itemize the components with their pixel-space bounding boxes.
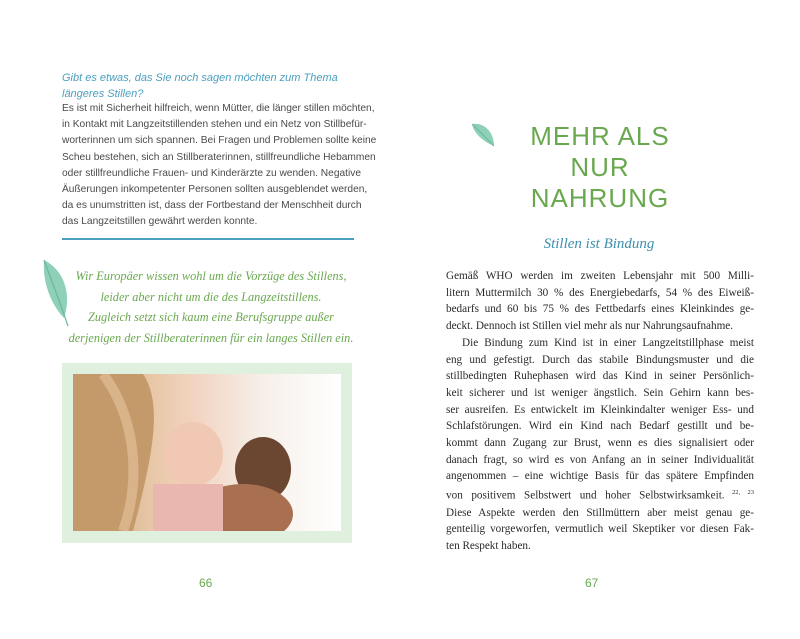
text-line: von positivem Selbstwert und hoher Selbstwirksamkeit. $^{22, 23}$ [446, 489, 754, 502]
text-line: ten Respekt haben. [446, 539, 531, 552]
title-line: MEHR ALS NUR [530, 121, 670, 182]
feather-icon [470, 120, 496, 148]
text-line: angenommen – eine wichtige Basis für das spätere Empfinden [446, 470, 754, 483]
chapter-title [500, 121, 700, 214]
text-line: Gemäß WHO werden im zweiten Lebensjahr mit 500 Milli- [446, 270, 754, 282]
text-line: bedarfs und 60 bis 75 % des Fettbedarfs eines Kleinkindes ge- [446, 303, 754, 316]
text-line: oder stillfreundliche Frauen- und Kinderärzte zu wenden. Negative [62, 167, 362, 179]
quote-line: derjenigen der Stillberaterinnen für ein langes Stillen ein. [68, 330, 354, 345]
text-line: keit sicherer und ist weniger ängstlich. Sein Gehirn kann bes- [446, 386, 754, 399]
text-line: da es unumstritten ist, dass der Fortbestand der Menschheit durch [62, 200, 362, 212]
text-line: stillbedingten Ruhephasen wird das Kind in seiner Persönlich- [446, 370, 754, 383]
text-line: Schlafstörungen. Wird ein Kind nach Bedarf gestillt und be- [446, 420, 754, 433]
text-line: litern Muttermilch 30 % des Energiebedarfs, 54 % des Eiweiß- [446, 286, 754, 299]
text-line: danach fragt, so wird es von Anfang an in seiner Individualität [446, 453, 754, 466]
interview-answer [62, 101, 377, 231]
text-line: Äußerungen inkompetenter Personen sollten ausgeblendet werden, [62, 184, 368, 196]
pull-quote [66, 266, 356, 348]
title-line: NAHRUNG [530, 183, 670, 213]
text-line: ser ausreifen. Es entwickelt im Kleinkindalter weniger Ess- und [446, 403, 754, 416]
divider [62, 238, 354, 240]
text-line: genteilig vorgeworfen, vermutlich weil Skeptiker vor diesen Fak- [446, 523, 754, 536]
footnote-reference: 22, 23 [724, 489, 754, 497]
text-line: Es ist mit Sicherheit hilfreich, wenn Mütter, die länger stillen möchten, [62, 103, 375, 114]
page-number-left: 66 [199, 576, 213, 590]
text-line: das Langzeitstillen gewährt werden konnte. [62, 216, 258, 228]
page-number-right: 67 [585, 576, 599, 590]
text-line: kommt dann Zugang zur Brust, wenn es dies signalisiert oder [446, 437, 754, 450]
quote-line: leider aber nicht um die des Langzeitstillens. [100, 289, 322, 304]
section-heading: Stillen ist Bindung [543, 236, 655, 252]
text-line: deckt. Dennoch ist Stillen viel mehr als nur Nahrungsaufnahme. [446, 320, 734, 333]
quote-line: Wir Europäer wissen wohl um die Vorzüge des Stillens, [75, 269, 347, 283]
text-line: Scheu bestehen, sich an Stillberaterinnen, stillfreundliche Hebammen [62, 151, 376, 163]
body-text [446, 268, 754, 555]
text-line: in Kontakt mit Langzeitstillenden stehen und ein Netz von Stillbefür- [62, 119, 367, 131]
text-line: eng und gefestigt. Durch das stabile Bindungsmuster und die [446, 353, 754, 366]
text-line: worterinnen um sich spannen. Bei Fragen und Problemen sollte keine [62, 135, 377, 147]
photo-frame [62, 363, 352, 543]
breastfeeding-photo [73, 374, 341, 531]
text-line: Diese Aspekte werden den Stillmüttern aber meist genau ge- [446, 506, 754, 519]
interview-question: Gibt es etwas, das Sie noch sagen möchten zum Thema längeres Stillen? [62, 72, 338, 100]
text-line: Die Bindung zum Kind ist in einer Langzeitstillphase meist [462, 336, 754, 349]
quote-line: Zugleich setzt sich kaum eine Berufsgruppe außer [88, 310, 334, 324]
